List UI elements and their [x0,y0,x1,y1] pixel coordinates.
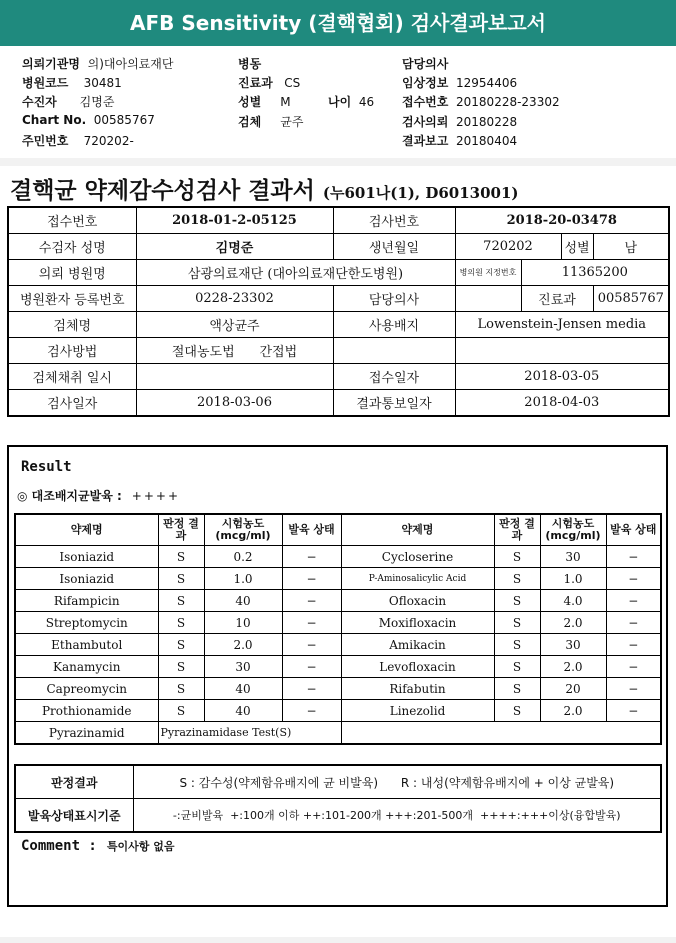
comment [21,835,174,854]
judge: S [494,656,540,678]
result-box [7,445,668,907]
col-drug: 약제명 [341,514,494,546]
method-value: 절대농도법 간접법 [136,338,333,364]
request-field: 검사의뢰 20180228 [402,115,518,129]
hospital-label: 의뢰 병원명 [8,260,136,286]
specimen-label: 검체명 [8,312,136,338]
drug-name: Streptomycin [15,612,158,634]
info-row [8,260,669,286]
table-row [15,700,661,722]
dob-label: 생년월일 [333,234,455,260]
receipt-no-value: 2018-01-2-05125 [136,207,333,234]
judge: S [158,678,204,700]
age-field: 나이 46 [328,95,375,109]
col-conc: 시험농도 (mcg/ml) [204,514,282,546]
growth: − [606,634,661,656]
conc: 10 [204,612,282,634]
conc: 1.0 [204,568,282,590]
growth: − [282,634,341,656]
info-row [8,286,669,312]
doctor-value [455,286,521,312]
judge: S [494,590,540,612]
growth: − [606,568,661,590]
sex-value: 남 [593,234,669,260]
col-judge: 판정 결과 [494,514,540,546]
growth: − [606,590,661,612]
drug-name: Ethambutol [15,634,158,656]
empty-cell [341,722,661,745]
conc: 20 [540,678,606,700]
report-body [0,166,676,937]
doctor-field: 담당의사 [402,57,449,71]
test-no-value: 2018-20-03478 [455,207,669,234]
table-row [15,546,661,568]
drug-name: Linezolid [341,700,494,722]
growth: − [282,700,341,722]
report-date-field: 결과보고 20180404 [402,134,518,148]
drug-name: Moxifloxacin [341,612,494,634]
dept-label: 진료과 [521,286,593,312]
growth: − [282,590,341,612]
conc: 2.0 [540,656,606,678]
hosp-code-label: 병의원 지정번호 [455,260,521,286]
patient-field: 수진자 김명준 [22,95,115,109]
collect-value [136,364,333,390]
receipt-field: 접수번호 20180228-23302 [402,95,560,109]
drug-name: Capreomycin [15,678,158,700]
conc: 2.0 [540,700,606,722]
growth: − [282,678,341,700]
patient-header [0,46,676,158]
growth: − [282,656,341,678]
dept-value: 00585767 [593,286,669,312]
judge-legend-value: S : 감수성(약제함유배지에 균 비발육) R : 내성(약제함유배지에 + 이상 균발육) [133,765,661,799]
growth: − [282,546,341,568]
drug-name: Rifampicin [15,590,158,612]
info-row [8,312,669,338]
drug-name: Ofloxacin [341,590,494,612]
growth: − [606,546,661,568]
hospital-code-field: 병원코드 30481 [22,76,122,90]
specimen-field: 검체 균주 [238,115,304,129]
reg-no-value: 0228-23302 [136,286,333,312]
conc: 4.0 [540,590,606,612]
notify-label: 결과통보일자 [333,390,455,417]
growth: − [606,678,661,700]
drug-table [14,513,662,745]
clinical-field: 임상정보 12954406 [402,76,518,90]
conc: 40 [204,678,282,700]
doctor-label: 담당의사 [333,286,455,312]
col-drug: 약제명 [15,514,158,546]
drug-table-header [15,514,661,546]
receipt-no-label: 접수번호 [8,207,136,234]
col-growth: 발육 상태 [606,514,661,546]
name-label: 수검자 성명 [8,234,136,260]
col-conc: 시험농도 (mcg/ml) [540,514,606,546]
result-label: Result [21,459,72,475]
info-row [8,207,669,234]
ward-field: 병동 [238,57,262,71]
table-row [15,568,661,590]
drug-name: Pyrazinamid [15,722,158,745]
institution-field: 의뢰기관명 의)대아의료재단 [22,57,174,71]
specimen-value: 액상균주 [136,312,333,338]
growth: − [606,700,661,722]
drug-name: P-Aminosalicylic Acid [341,568,494,590]
growth-legend-value: -:균비발육 +:100개 이하 ++:101-200개 +++:201-500개 ++++:+++이상(융합발육) [133,799,661,833]
judge: S [494,700,540,722]
dept-field: 진료과 CS [238,76,301,90]
conc: 40 [204,590,282,612]
info-row [8,390,669,417]
info-row [8,338,669,364]
hospital-value: 삼광의료재단 (대아의료재단한도병원) [136,260,455,286]
table-row [15,590,661,612]
judge: S [158,656,204,678]
growth-legend-label: 발육상태표시기준 [15,799,133,833]
id-field: 주민번호 720202- [22,134,134,148]
comment-label: Comment : [21,838,97,854]
recv-date-label: 접수일자 [333,364,455,390]
table-row [15,656,661,678]
drug-name: Kanamycin [15,656,158,678]
judge: S [158,568,204,590]
judge: S [158,546,204,568]
conc: 30 [204,656,282,678]
reg-no-label: 병원환자 등록번호 [8,286,136,312]
test-date-value: 2018-03-06 [136,390,333,417]
collect-label: 검체채취 일시 [8,364,136,390]
growth: − [606,612,661,634]
judge: S [494,546,540,568]
hosp-code-value: 11365200 [521,260,669,286]
drug-name: Amikacin [341,634,494,656]
test-date-label: 검사일자 [8,390,136,417]
conc: 0.2 [204,546,282,568]
conc: 30 [540,546,606,568]
col-growth: 발육 상태 [282,514,341,546]
judge: S [158,590,204,612]
table-row [15,634,661,656]
pza-test: Pyrazinamidase Test(S) [158,722,341,745]
conc: 40 [204,700,282,722]
sex-field: 성별 M [238,95,291,109]
report-title-bar [0,0,676,46]
growth: − [282,568,341,590]
judge: S [494,568,540,590]
table-row [15,722,661,745]
drug-name: Levofloxacin [341,656,494,678]
sex-label: 성별 [561,234,593,260]
drug-name: Isoniazid [15,568,158,590]
info-row [8,364,669,390]
medium-value: Lowenstein-Jensen media [455,312,669,338]
drug-name: Rifabutin [341,678,494,700]
test-no-label: 검사번호 [333,207,455,234]
dob-value: 720202 [455,234,561,260]
judge: S [494,612,540,634]
table-row [15,678,661,700]
info-row [8,234,669,260]
notify-value: 2018-04-03 [455,390,669,417]
info-table [7,206,670,417]
legend-row [15,765,661,799]
main-title: 결핵균 약제감수성검사 결과서 (누601나(1), D6013001) [10,177,519,204]
name-value: 김명준 [136,234,333,260]
drug-name: Cycloserine [341,546,494,568]
table-row [15,612,661,634]
chart-field: Chart No. 00585767 [22,113,155,127]
conc: 2.0 [540,612,606,634]
growth: − [606,656,661,678]
conc: 1.0 [540,568,606,590]
method-label: 검사방법 [8,338,136,364]
drug-name: Prothionamide [15,700,158,722]
empty-cell [455,338,669,364]
conc: 2.0 [204,634,282,656]
legend-row [15,799,661,833]
report-title: AFB Sensitivity (결핵협회) 검사결과보고서 [130,11,546,35]
judge: S [158,612,204,634]
medium-label: 사용배지 [333,312,455,338]
control-growth: ◎ 대조배지균발육 : ++++ [17,489,180,503]
drug-name: Isoniazid [15,546,158,568]
recv-date-value: 2018-03-05 [455,364,669,390]
judge: S [494,634,540,656]
judge: S [158,700,204,722]
conc: 30 [540,634,606,656]
col-judge: 판정 결과 [158,514,204,546]
judge: S [494,678,540,700]
judge: S [158,634,204,656]
comment-value: 특이사항 없음 [106,840,175,853]
legend-table [14,764,662,833]
judge-legend-label: 판정결과 [15,765,133,799]
empty-cell [333,338,455,364]
growth: − [282,612,341,634]
